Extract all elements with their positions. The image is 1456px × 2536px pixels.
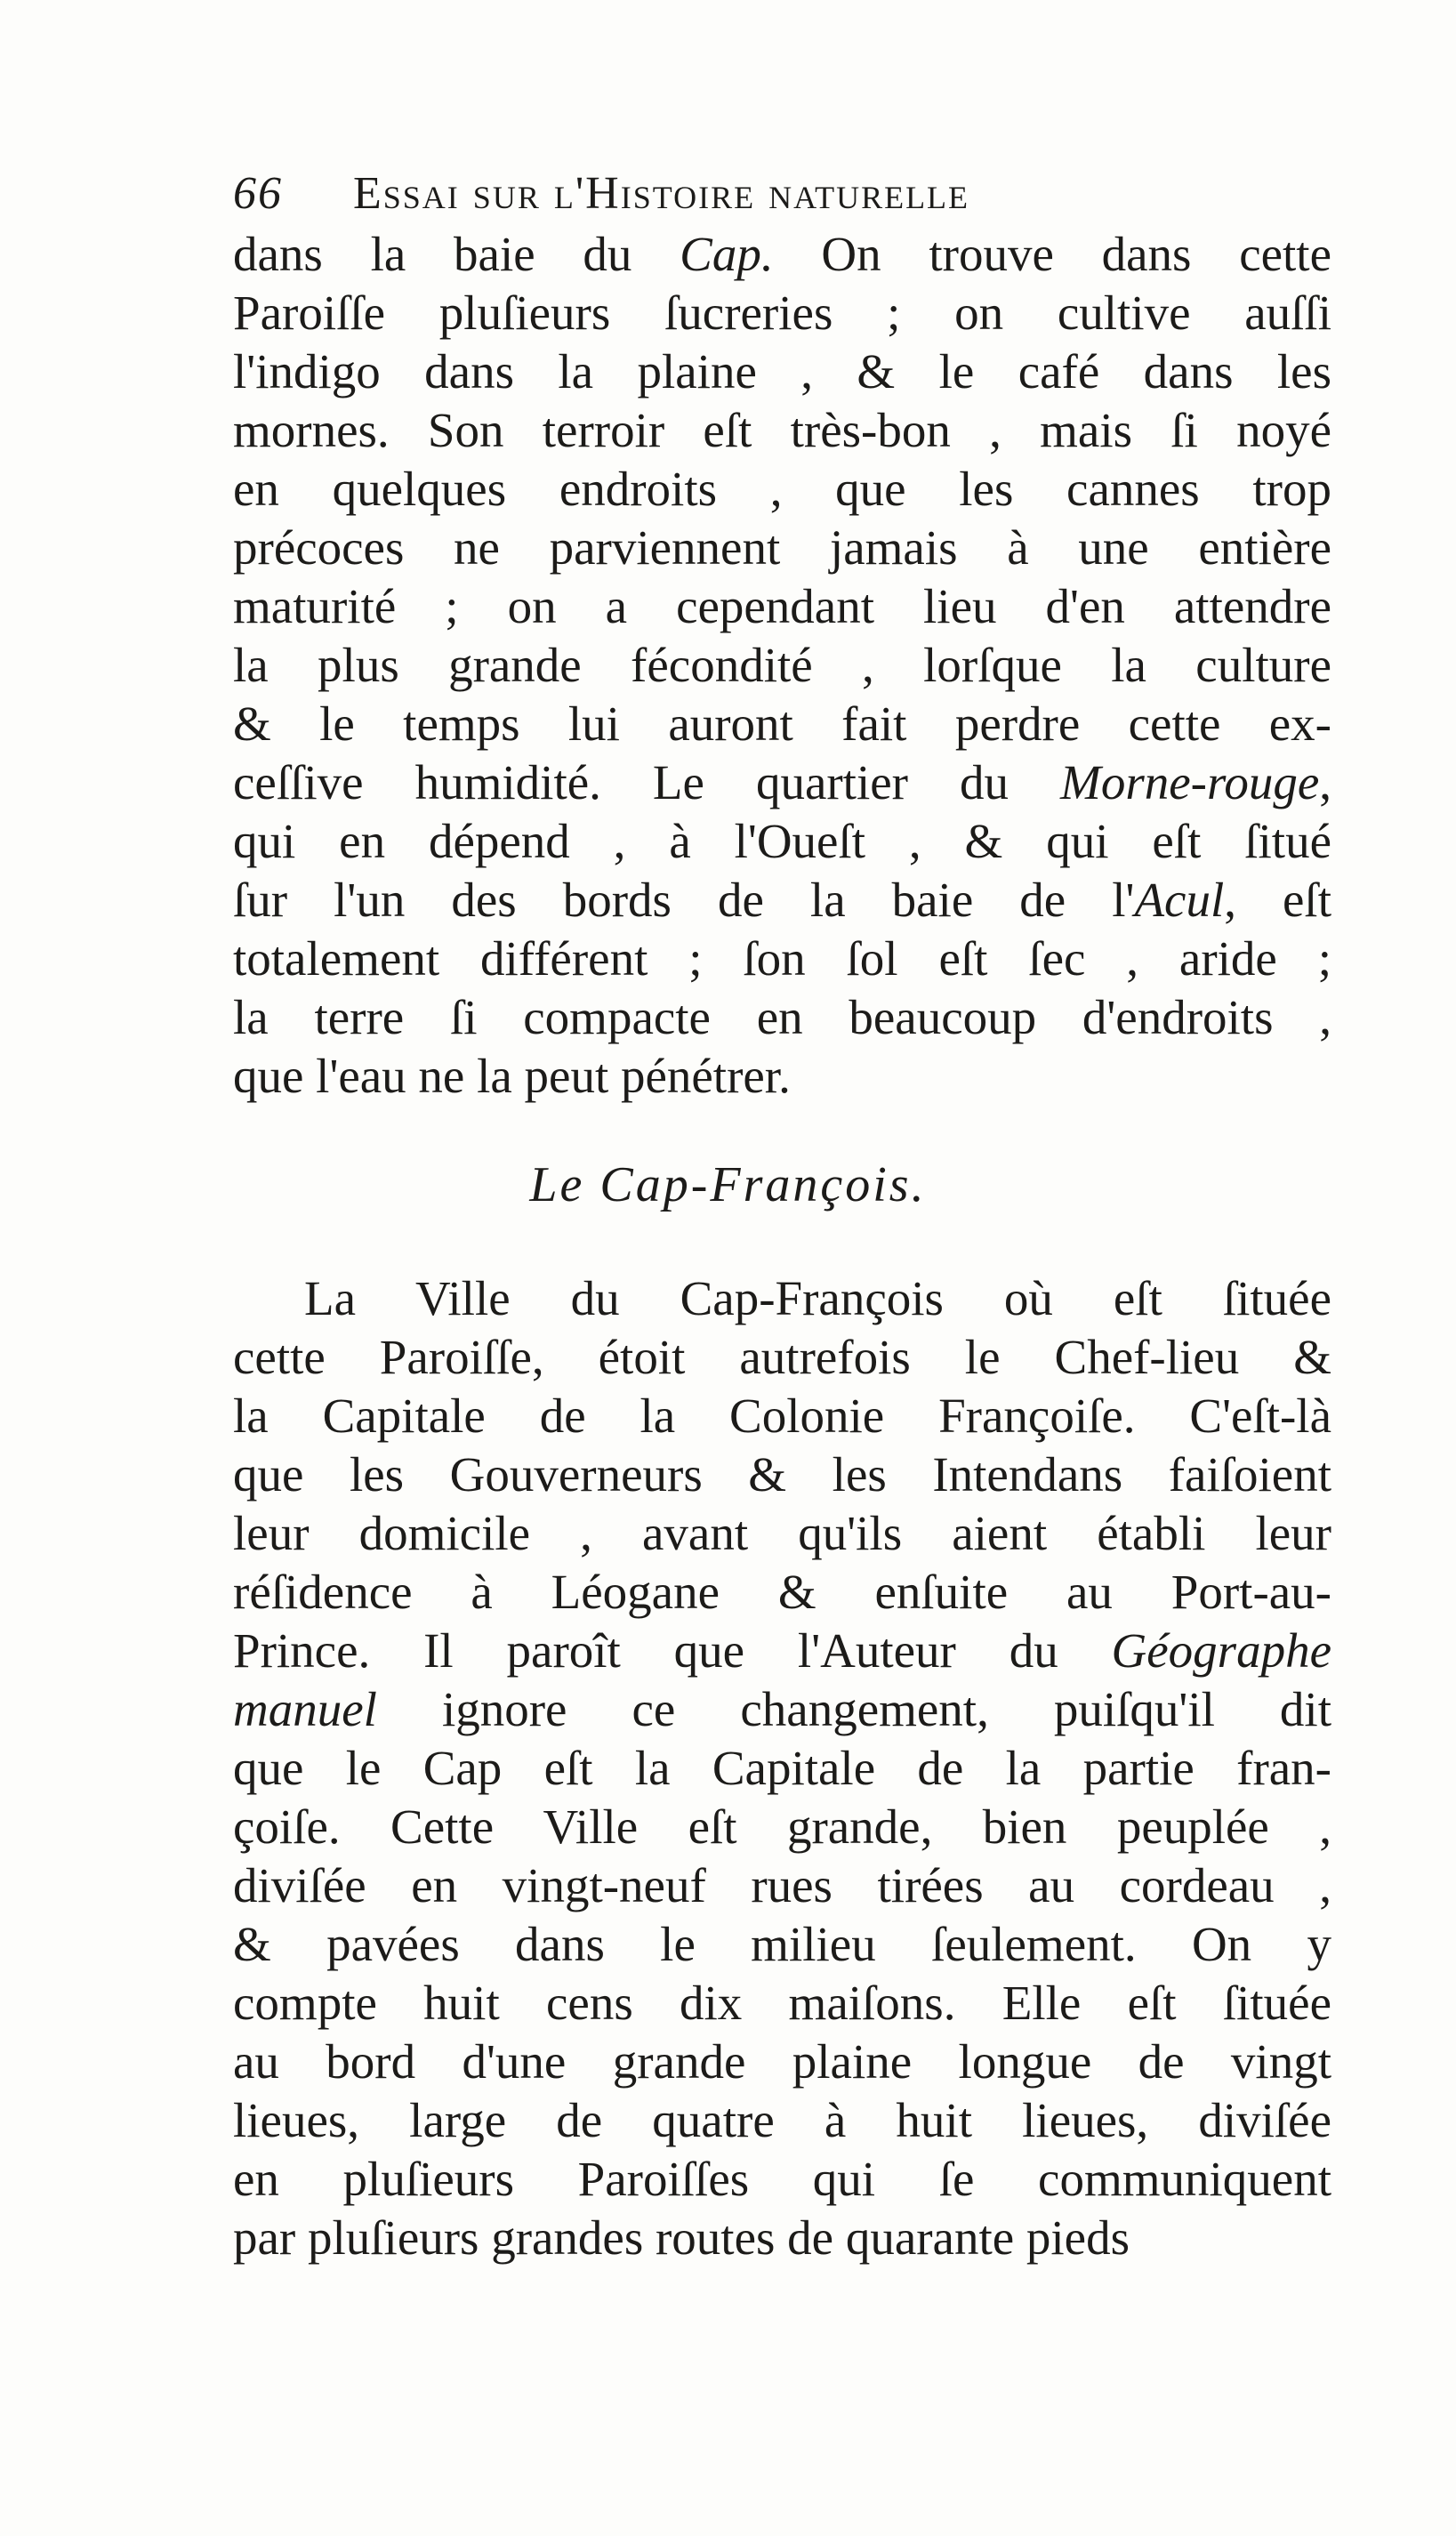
text-line: que l'eau ne la peut pénétrer. (233, 1049, 791, 1103)
text-line: maturité ; on a cependant lieu d'en attendre (233, 579, 1331, 633)
text-line: que le Cap eſt la Capitale de la partie fran- (233, 1741, 1331, 1795)
text-line: cette Paroiſſe, étoit autrefois le Chef-lieu & (233, 1330, 1331, 1384)
text-line: & le temps lui auront fait perdre cette ex- (233, 696, 1331, 751)
text-line: par pluſieurs grandes routes de quarante pieds (233, 2210, 1130, 2265)
text-line: que les Gouverneurs & les Intendans faiſoient (233, 1447, 1331, 1501)
text-line: leur domicile , avant qu'ils aient établi leur (233, 1506, 1331, 1560)
text-line: au bord d'une grande plaine longue de vingt (233, 2034, 1331, 2089)
text-line: en quelques endroits , que les cannes trop (233, 462, 1331, 516)
text-line: l'indigo dans la plaine , & le café dans les (233, 344, 1331, 399)
text-line: çoiſe. Cette Ville eſt grande, bien peuplée , (233, 1799, 1331, 1854)
text-line: réſidence à Léogane & enſuite au Port-au- (233, 1565, 1331, 1619)
text-line: la terre ſi compacte en beaucoup d'endroits , (233, 990, 1331, 1044)
text-line: La Ville du Cap-François où eſt ſituée (304, 1271, 1331, 1325)
text-line: ſur l'un des bords de la baie de l'Acul, eſt (233, 873, 1331, 927)
paragraph-2 (233, 1269, 1331, 2267)
text-line: & pavées dans le milieu ſeulement. On y (233, 1917, 1331, 1971)
text-line: mornes. Son terroir eſt très-bon , mais ſi noyé (233, 403, 1331, 457)
text-line: précoces ne parviennent jamais à une entière (233, 520, 1331, 575)
text-line: compte huit cens dix maiſons. Elle eſt ſituée (233, 1976, 1331, 2030)
text-line: Prince. Il paroît que l'Auteur du Géographe (233, 1623, 1331, 1678)
text-line: dans la baie du Cap. On trouve dans cette (233, 227, 1331, 281)
section-heading: Le Cap-François. (529, 1157, 927, 1212)
text-line: totalement différent ; ſon ſol eſt ſec , aride ; (233, 931, 1331, 986)
text-line: lieues, large de quatre à huit lieues, diviſée (233, 2093, 1331, 2147)
text-line: en pluſieurs Paroiſſes qui ſe communiquent (233, 2152, 1331, 2206)
text-line: Paroiſſe pluſieurs ſucreries ; on cultive auſſi (233, 286, 1331, 340)
text-line: diviſée en vingt-neuf rues tirées au cordeau , (233, 1858, 1331, 1912)
paragraph-1 (233, 225, 1331, 1106)
running-title: Essai sur l'Histoire naturelle (353, 168, 970, 219)
text-line: qui en dépend , à l'Oueſt , & qui eſt ſitué (233, 814, 1331, 868)
page-number: 66 (233, 168, 283, 219)
text-line: la Capitale de la Colonie Françoiſe. C'eſt-là (233, 1389, 1331, 1443)
text-line: manuel ignore ce changement, puiſqu'il dit (233, 1682, 1331, 1736)
text-line: la plus grande fécondité , lorſque la culture (233, 638, 1331, 692)
text-line: ceſſive humidité. Le quartier du Morne-rouge, (233, 755, 1331, 809)
running-header (233, 167, 1327, 220)
